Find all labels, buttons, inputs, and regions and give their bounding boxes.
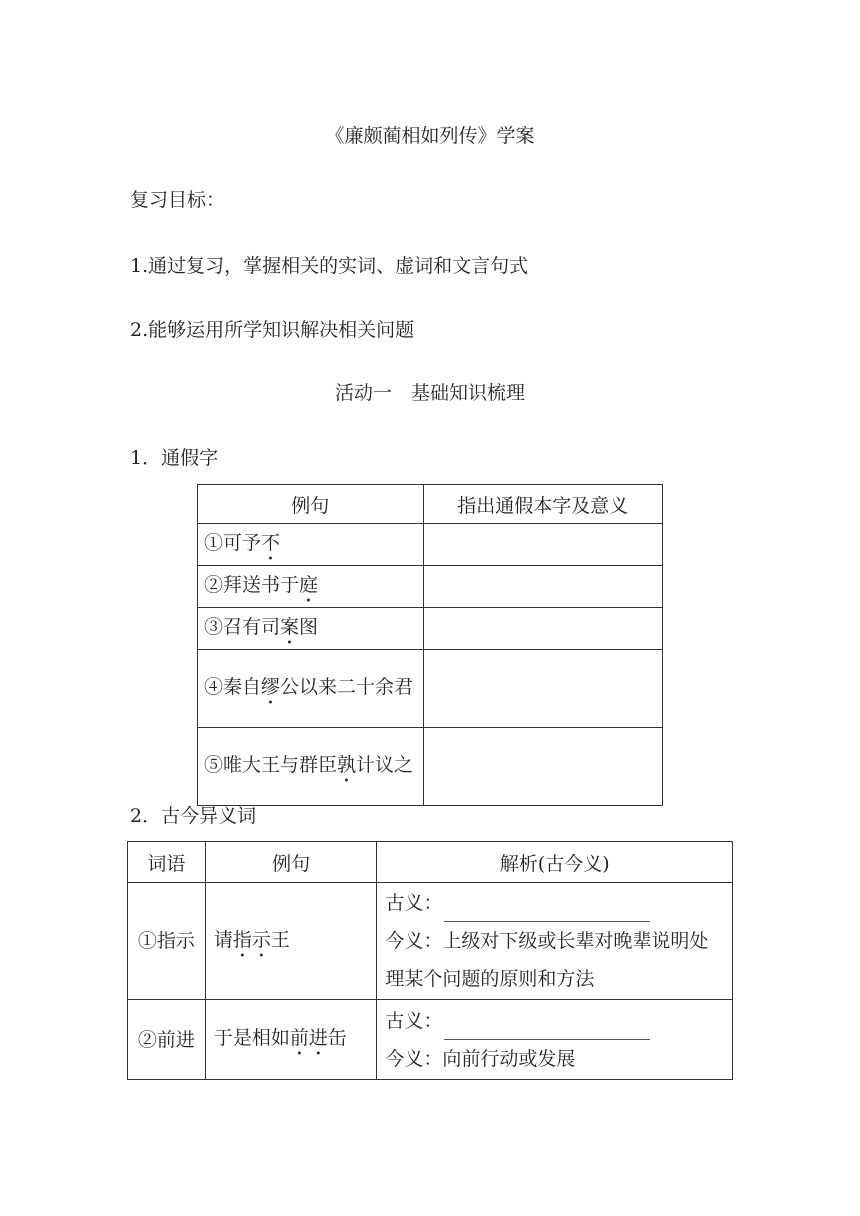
example-sentence: 于是相如前进缶	[205, 1000, 377, 1080]
example-sentence: 请指示王	[205, 883, 377, 1000]
answer-blank[interactable]	[444, 1017, 650, 1040]
meaning-cell	[377, 1000, 733, 1080]
column-header: 词语	[128, 842, 206, 883]
page-title: 《廉颇蔺相如列传》学案	[325, 125, 535, 147]
table-row	[198, 650, 663, 728]
answer-cell[interactable]	[423, 608, 662, 650]
section-heading-gujinyiyi: 2．古今异义词	[130, 805, 257, 827]
modern-meaning: 今义：上级对下级或长辈对晚辈说明处理某个问题的原则和方法	[385, 930, 709, 990]
column-header: 指出通假本字及意义	[423, 485, 662, 524]
answer-blank[interactable]	[444, 899, 650, 922]
emphasized-char: 庭	[299, 574, 319, 596]
emphasized-chars: 指示	[232, 928, 271, 951]
modern-meaning: 今义：向前行动或发展	[385, 1047, 576, 1070]
ancient-meaning: 古义：	[385, 1002, 724, 1040]
table-row	[198, 608, 663, 650]
table-row	[198, 566, 663, 608]
emphasized-chars: 前进	[289, 1027, 328, 1049]
tongjiazi-table	[197, 484, 663, 806]
answer-cell[interactable]	[423, 728, 662, 806]
answer-cell[interactable]	[423, 566, 662, 608]
table-row	[128, 1000, 733, 1080]
answer-cell[interactable]	[423, 650, 662, 728]
gujinyiyi-table	[127, 841, 733, 1080]
table-row	[198, 728, 663, 806]
example-sentence: ④秦自缪公以来二十余君	[198, 650, 424, 728]
column-header: 例句	[205, 842, 377, 883]
table-row	[198, 524, 663, 566]
term-cell: ②前进	[128, 1000, 206, 1080]
column-header: 例句	[198, 485, 424, 524]
meaning-cell	[377, 883, 733, 1000]
example-sentence: ①可予不	[198, 524, 424, 566]
emphasized-char: 案	[280, 616, 300, 638]
review-goal-item: 1.通过复习，掌握相关的实词、虚词和文言句式	[130, 255, 529, 277]
activity-heading: 活动一 基础知识梳理	[334, 382, 525, 404]
emphasized-char: 孰	[337, 754, 357, 776]
example-sentence: ③召有司案图	[198, 608, 424, 650]
example-sentence: ②拜送书于庭	[198, 566, 424, 608]
example-sentence: ⑤唯大王与群臣孰计议之	[198, 728, 424, 806]
answer-cell[interactable]	[423, 524, 662, 566]
review-goals-heading: 复习目标：	[130, 189, 226, 211]
column-header: 解析(古今义)	[377, 842, 733, 883]
review-goal-item: 2.能够运用所学知识解决相关问题	[130, 319, 415, 341]
emphasized-char: 缪	[261, 676, 281, 698]
ancient-meaning: 古义：	[385, 884, 724, 922]
emphasized-char: 不	[261, 532, 281, 554]
table-row	[128, 883, 733, 1000]
section-heading-tongjiazi: 1．通假字	[130, 447, 219, 469]
term-cell: ①指示	[128, 883, 206, 1000]
